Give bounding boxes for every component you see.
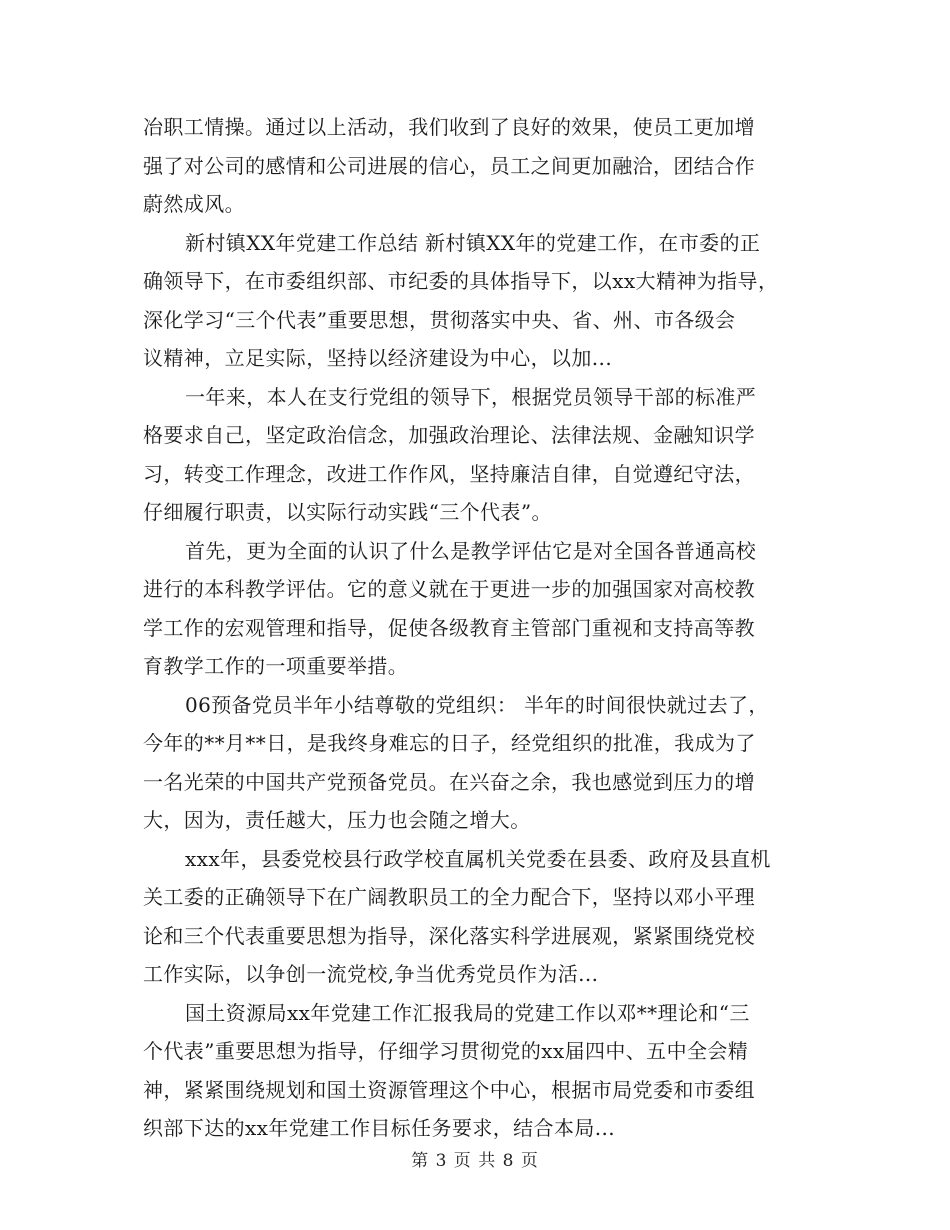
text-line: xxx年，县委党校县行政学校直属机关党委在县委、政府及县直机 — [185, 846, 771, 871]
text-line: 大，因为，责任越大，压力也会随之增大。 — [143, 808, 531, 832]
text-line: 今年的**月**日，是我终身难忘的日子，经党组织的批准，我成为了 — [143, 731, 756, 755]
text-line: 论和三个代表重要思想为指导，深化落实科学进展观，紧紧围绕党校 — [143, 923, 755, 948]
text-line: 学工作的宏观管理和指导，促使各级教育主管部门重视和支持高等教 — [143, 615, 755, 640]
text-line: 仔细履行职责，以实际行动实践“三个代表”。 — [143, 500, 552, 524]
text-line: 蔚然成风。 — [143, 192, 245, 216]
text-line: 神，紧紧围绕规划和国土资源管理这个中心，根据市局党委和市委组 — [143, 1077, 755, 1102]
page-footer: 第 3 页 共 8 页 — [411, 1151, 539, 1171]
text-line: 议精神，立足实际，坚持以经济建设为中心，以加... — [143, 346, 613, 370]
text-line: 一年来，本人在支行党组的领导下，根据党员领导干部的标准严 — [185, 384, 757, 409]
text-line: 一名光荣的中国共产党预备党员。在兴奋之余，我也感觉到压力的增 — [143, 769, 755, 794]
text-line: 关工委的正确领导下在广阔教职员工的全力配合下，坚持以邓小平理 — [143, 885, 755, 909]
text-line: 个代表”重要思想为指导，仔细学习贯彻党的xx届四中、五中全会精 — [143, 1039, 749, 1063]
text-line: 首先，更为全面的认识了什么是教学评估它是对全国各普通高校 — [185, 538, 757, 563]
text-line: 新村镇XX年党建工作总结 新村镇XX年的党建工作，在市委的正 — [185, 230, 761, 255]
text-line: 育教学工作的一项重要举措。 — [143, 654, 409, 678]
text-line: 国土资源局xx年党建工作汇报我局的党建工作以邓**理论和“三 — [185, 1000, 750, 1025]
text-line: 确领导下，在市委组织部、市纪委的具体指导下，以xx大精神为指导， — [143, 269, 779, 293]
text-line: 06预备党员半年小结尊敬的党组织： 半年的时间很快就过去了， — [185, 692, 769, 717]
text-line: 强了对公司的感情和公司进展的信心，员工之间更加融洽，团结合作 — [143, 153, 755, 178]
text-line: 进行的本科教学评估。它的意义就在于更进一步的加强国家对高校教 — [143, 577, 755, 601]
text-line: 织部下达的xx年党建工作目标任务要求，结合本局... — [143, 1116, 616, 1140]
text-line: 工作实际，以争创一流党校,争当优秀党员作为活... — [143, 962, 599, 986]
text-line: 习，转变工作理念，改进工作作风，坚持廉洁自律，自觉遵纪守法， — [143, 461, 755, 486]
text-line: 深化学习“三个代表”重要思想，贯彻落实中央、省、州、市各级会 — [143, 307, 736, 332]
text-line: 冶职工情操。通过以上活动，我们收到了良好的效果，使员工更加增 — [143, 115, 755, 139]
text-line: 格要求自己，坚定政治信念，加强政治理论、法律法规、金融知识学 — [143, 423, 755, 447]
document-body — [143, 108, 818, 1148]
